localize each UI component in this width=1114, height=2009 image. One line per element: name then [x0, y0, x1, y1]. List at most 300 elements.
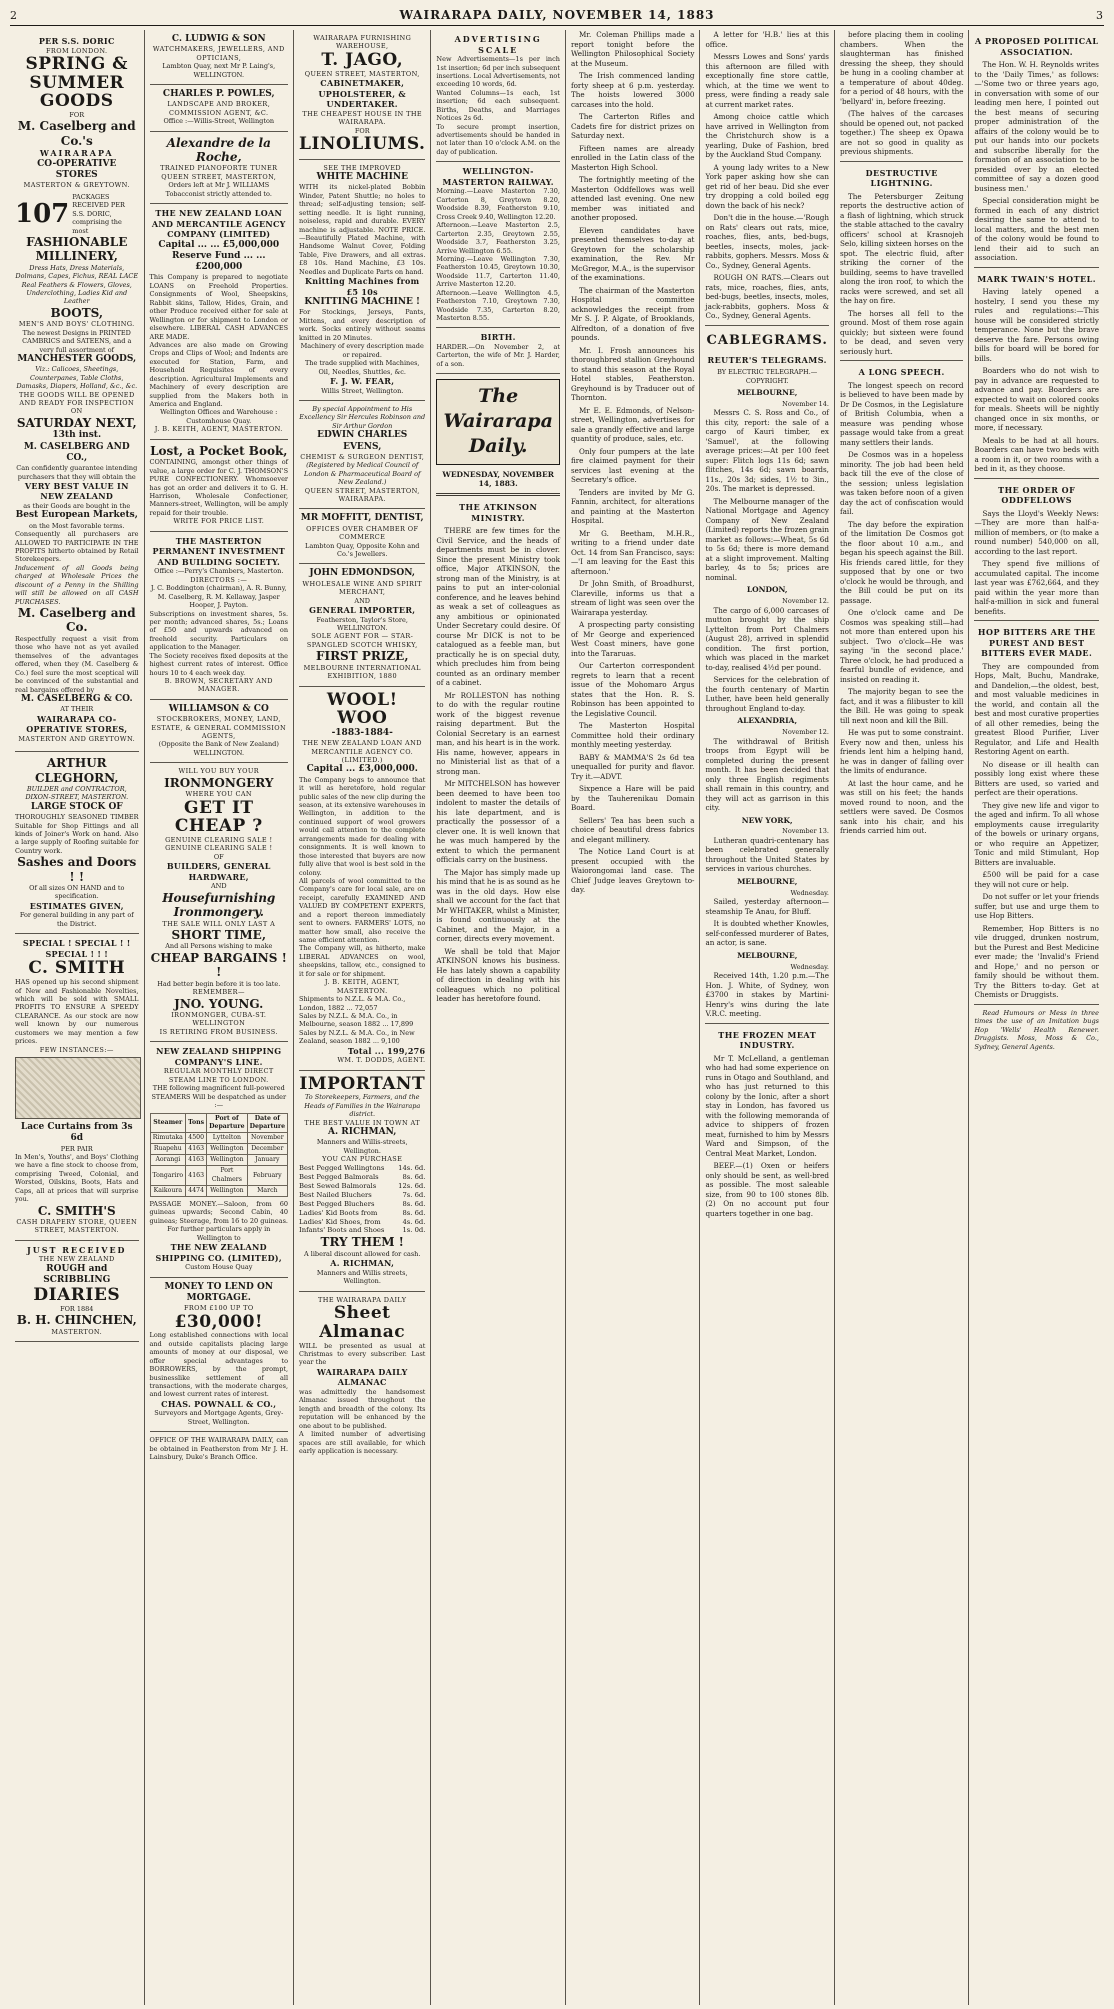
article-paragraph: £500 will be paid for a case they will not cure or help. — [974, 870, 1099, 889]
page-number-left: 2 — [10, 9, 18, 22]
knitting-text: For Stockings, Jerseys, Pants, Mittens, and every description of work. Socks entirely without seams knitted in 20 Minutes. — [299, 308, 426, 342]
table-cell: Wellington — [207, 1185, 247, 1196]
store-name: CO-OPERATIVE STORES — [37, 158, 117, 181]
column-1 — [10, 30, 145, 2005]
almanac-text: was admittedly the handsomest Almanac issued throughout the length and breadth of the colony. Its reputation will be enhanced by the one about to be published. — [299, 1387, 426, 1430]
building-society-text-2: The Society receives fixed deposits at the highest current rates of interest. Office hours 10 to 4 each week day. — [149, 651, 289, 677]
news-paragraph: Our Carterton correspondent regrets to learn that a recent issue of the Mohomaro Argus states that the Hon. R. S. Robinson has been appointed to the Legislative Council. — [570, 661, 695, 718]
columns — [10, 30, 1104, 2005]
young-advert — [150, 763, 289, 1042]
knitting-text-3: The trade supplied with Machines, Oil, Needles, Shuttles, &c. — [304, 359, 420, 376]
evens-advert — [299, 401, 425, 509]
lightning-heading: DESTRUCTIVE LIGHTNING. — [865, 167, 938, 189]
important-heading: IMPORTANT — [299, 1073, 426, 1094]
table-cell: 4500 — [186, 1132, 207, 1143]
knitting-text-2: Machinery of every description made or repaired. — [300, 342, 424, 359]
article-paragraph: (The halves of the carcases should be opened out, not packed together.) The sheep ex Opawa are not so good in quality as previous shipments. — [839, 109, 964, 156]
article-paragraph: He was put to some constraint. Every now and then, unless his friends lent him a helping hand, he was in danger of falling over the limits of endurance. — [839, 728, 964, 776]
nz-loan-advert — [150, 204, 289, 440]
lace-heading: Lace Curtains from 3s 6d — [20, 1122, 133, 1144]
item-name: Ladies' Kid Boots from — [299, 1208, 378, 1217]
sashes-heading: Sashes and Doors ! ! — [17, 855, 137, 884]
ludwig-address: Lambton Quay, next Mr P. Laing's, WELLINGTON. — [162, 62, 276, 79]
pownall-address: Surveyors and Mortgage Agents, Grey-Street, Wellington. — [154, 1409, 284, 1426]
railway-text-2: Afternoon.—Leave Masterton 2.5, Carterton 2.35, Greytown 2.55, Woodside 3.7, Featherston 3.25, Arrive Wellington 6.55. — [436, 221, 560, 255]
firm-name: M. Caselberg and Co.'s — [17, 119, 136, 148]
towns: MASTERTON & GREYTOWN. — [23, 181, 130, 190]
dateline-date: Wednesday. — [790, 888, 829, 897]
almanac-text-2: A limited number of advertising spaces are still available, for which early application is necessary. — [299, 1430, 426, 1455]
powles-address: Office :—Willis-Street, Wellington — [163, 117, 275, 126]
nzsc-address: Custom House Quay — [185, 1263, 253, 1272]
linoliums-heading: LINOLIUMS. — [299, 133, 426, 154]
money-text: Long established connections with local and outside capitalists placing large amounts of money at our disposal, we offer special advantages to BORROWERS, by the prompt, businesslike settlement of all transactions, with the moderate charges, and lowest current rates of interest. — [149, 1331, 289, 1399]
williamson-advert — [150, 700, 289, 763]
evens-name: EDWIN CHARLES EVENS, — [317, 430, 408, 452]
cleghorn-name: ARTHUR CLEGHORN, — [34, 756, 119, 785]
shipments-line-2: Sales by N.Z.L. & M.A. Co., in Melbourne, season 1882 ... 17,899 — [299, 1011, 414, 1029]
office-notice — [150, 1432, 289, 1466]
reserve-line: Reserve Fund ... ... £200,000 — [172, 250, 266, 273]
item-name: Ladies' Kid Shoes, from — [299, 1217, 381, 1226]
building-society-secretary: B. BROWN, SECRETARY AND MANAGER. — [164, 677, 273, 694]
evens-trade: CHEMIST & SURGEON DENTIST, — [300, 452, 425, 461]
building-society-advert — [150, 532, 289, 700]
young-trade: IRONMONGER, CUBA-ST. WELLINGTON — [171, 1010, 267, 1028]
news-paragraph: The chairman of the Masterton Hospital committee acknowledges the receipt from Mr S. J. P. Algate, of Brooklands, Alfredton, of a donation of five pounds. — [570, 285, 695, 342]
leader-paragraph: Mr MITCHELSON has however been deemed to have been too indolent to master the details of his late department, and is practically the possessor of a clever one. It is well known that he was much hampered by the extent to which the permanent officials carry on the business. — [436, 779, 560, 865]
news-paragraph: Don't die in the house.—'Rough on Rats' clears out rats, mice, roaches, flies, ants, bed-bugs, beetles, insects, moles, jack-rabbits, gophers. Messrs. Moss & Co., Sydney, General Agents. — [705, 213, 829, 270]
item-price: 14s. 6d. — [398, 1163, 426, 1172]
summer-heading: SUMMER — [29, 72, 125, 93]
roche-text: Orders left at Mr J. WILLIAMS Tobacconist strictly attended to. — [165, 181, 272, 198]
item-price: 12s. 6d. — [398, 1181, 426, 1190]
table-cell: Aorangi — [150, 1155, 186, 1166]
jago-name: T. JAGO, — [321, 49, 404, 70]
spring-heading: SPRING & — [25, 53, 128, 74]
white-machine-advert — [299, 160, 425, 401]
of-text: OF — [213, 852, 224, 861]
long-speech-heading: A LONG SPEECH. — [858, 367, 945, 378]
item-price: 1s. 0d. — [402, 1226, 426, 1235]
article-paragraph: At last the hour came, and he was still on his feet; the hands moved round to noon, and the settlers were saved. De Cosmos sank into his chair, and his friends carried him out. — [839, 778, 964, 836]
item-price: 8s. 6d. — [402, 1199, 426, 1208]
building-society-heading: THE MASTERTON PERMANENT INVESTMENT AND BUILDING SOCIETY. — [152, 535, 286, 567]
richman-name-2: A. RICHMAN, — [330, 1258, 395, 1269]
nz-merc-agent: J. B. KEITH, AGENT, MASTERTON. — [324, 978, 400, 995]
steamer-table — [150, 1113, 289, 1198]
wool-advert — [299, 687, 425, 1071]
divider — [840, 360, 964, 361]
stores-name-2: WAIRARAPA CO-OPERATIVE STORES, — [26, 713, 128, 735]
table-row — [150, 1185, 288, 1196]
lost-advert — [150, 440, 289, 532]
column-6 — [700, 30, 835, 2005]
cable-paragraph: Sailed, yesterday afternoon—steamship Te Anau, for Bluff. — [705, 897, 829, 916]
dateline-date: November 12. — [782, 597, 829, 606]
smith-name-2: C. SMITH'S — [37, 1203, 116, 1218]
caselberg-advert — [15, 30, 139, 752]
jago-advert — [299, 30, 425, 160]
knitting-price: Knitting Machines from £5 10s — [305, 276, 420, 297]
powles-trade: LANDSCAPE AND BROKER, COMMISSION AGENT, &C. — [167, 100, 271, 117]
table-row — [150, 1166, 288, 1185]
table-cell: Rimutaka — [150, 1132, 186, 1143]
roche-advert — [150, 132, 289, 205]
building-society-names: J. C. Boddington (chairman), A. R. Bunny, M. Caselberg, R. M. Kellaway, Jasper Hooper, J. Payton. — [150, 584, 287, 610]
table-cell: Lyttelton — [207, 1132, 247, 1143]
table-header: Port of Departure — [207, 1113, 247, 1132]
article-paragraph: Meals to be had at all hours. Boarders can have two beds with a room in it, or two rooms with a bed in it, as they choose. — [974, 435, 1099, 474]
from-text: FROM £100 UP TO — [183, 1304, 254, 1313]
table-cell: 4163 — [186, 1144, 207, 1155]
cable-paragraph: Lutheran quadri-centenary has been celebrated generally throughout the United States by services in various churches. — [705, 835, 829, 874]
article-paragraph: They spend five millions of accumulated capital. The income last year was £762,664, and they paid within the year more than half-a-million in sick and funeral benefits. — [974, 559, 1099, 616]
respect-text: Respectfully request a visit from those who have not as yet availed themselves of the advantages offered, when they (M. Caselberg & Co.) feel sure the most sceptical will be convinced of the substantial and real bargains offered by — [15, 634, 139, 694]
cheap-sub: Had better begin before it is too late. — [157, 979, 281, 988]
nz-merc-text: The Company begs to announce that it will as heretofore, hold regular public sales of the new clip during the season, at its extensive warehouses in Wellington, in addition to the continued support of wool growers would call attention to the complete arrangements made for dealing with consignments. It is well known to those interested that buyers are now fully alive that wool is best sold in the colony. — [299, 775, 426, 877]
prize-heading: FIRST PRIZE, — [315, 649, 409, 664]
paper-title: The Wairarapa Daily. — [436, 379, 560, 464]
estimates-heading: ESTIMATES GIVEN, — [29, 900, 124, 911]
birth-notice — [436, 328, 560, 374]
date-heading: 13th inst. — [52, 430, 102, 441]
cable-paragraph: It is doubted whether Knowles, self-confessed murderer of Bates, an actor, is sane. — [705, 919, 829, 948]
dress-list: Dress Hats, Dress Materials, Dolmans, Capes, Fichus, REAL LACE Real Feathers & Flowers, Gloves, Underclothing, Ladies Kid and Leather — [15, 263, 139, 306]
political-heading: A PROPOSED POLITICAL ASSOCIATION. — [975, 36, 1099, 57]
diaries-heading: DIARIES — [33, 1285, 121, 1306]
prints-text: The newest Designs in PRINTED CAMBRICS and SATEENS, and a very full assortment of — [22, 328, 132, 354]
news-paragraph: The fortnightly meeting of the Masterton Oddfellows was well attended last evening. One new member was initiated and another proposed. — [570, 175, 695, 222]
roche-name: Alexandre de la Roche, — [166, 135, 271, 164]
dateline-melbourne: MELBOURNE, — [737, 388, 798, 398]
divider — [974, 478, 1099, 479]
packages-count: 107 — [15, 198, 70, 229]
lost-heading: Lost, a Pocket Book, — [150, 443, 288, 458]
purchase-text: YOU CAN PURCHASE — [322, 1155, 403, 1164]
dateline-melbourne-2: MELBOURNE, — [737, 876, 798, 886]
almanac-sub: WILL be presented as usual at Christmas to every subscriber. Last year the — [299, 1341, 426, 1367]
young-name: JNO. YOUNG. — [174, 996, 264, 1011]
news-paragraph: The Carterton Rifles and Cadets fire for district prizes on Saturday next. — [570, 112, 695, 140]
masthead — [10, 8, 1104, 26]
news-paragraph: The Masterton Hospital Committee hold their ordinary monthly meeting yesterday. — [570, 721, 695, 749]
item-price: 8s. 6d. — [402, 1208, 426, 1217]
fear-address: Willis Street, Wellington. — [321, 386, 404, 395]
estimates-text: For general building in any part of the District. — [19, 911, 134, 928]
list-item — [299, 1218, 425, 1227]
nzsc-name: THE NEW ZEALAND SHIPPING CO. (LIMITED), — [155, 1242, 282, 1263]
building-society-text: Subscriptions on investment shares, 5s. per month; advanced shares, 5s.; Loans of £50 and upwards advanced on freehold security. Particulars on application to the Manager. — [149, 609, 289, 652]
frozen-meat-heading: THE FROZEN MEAT INDUSTRY. — [718, 1029, 817, 1051]
page-number-right: 3 — [1096, 9, 1104, 22]
article-paragraph: Read Humours or Mess in three times the use of an Imitation bugs Hop 'Wells' Health Renewer. Druggists. Moss, Moss & Co., Sydney, General Agents. — [974, 1008, 1099, 1051]
article-paragraph: Remember, Hop Bitters is no vile drugged, drunken nostrum, but the Purest and Best Medicine ever made; the 'Invalid's Friend and Hope,' and no person or family should be without them. Try the Bitters to-day. Get at Chemists or Druggists. — [974, 923, 1099, 1000]
dodds-signature: WM. T. DODDS, AGENT. — [337, 1056, 426, 1065]
for-text: FOR — [354, 126, 370, 135]
ship-sub: FROM LONDON. — [46, 46, 108, 55]
column-7 — [835, 30, 970, 2005]
hop-bitters-heading: HOP BITTERS ARE THE PUREST AND BEST BITTERS EVER MADE. — [977, 627, 1096, 659]
williamson-trade: STOCKBROKERS, MONEY, LAND, ESTATE, & GENERAL COMMISSION AGENTS, — [151, 715, 287, 741]
column-8 — [969, 30, 1104, 2005]
timber-text: THOROUGHLY SEASONED TIMBER Suitable for Shop Fittings and all kinds of Joiner's Work on hand. Also a large supply of Roofing suitable for Country work. — [15, 813, 139, 855]
table-cell: February — [247, 1166, 287, 1185]
goods-heading: GOODS — [39, 91, 114, 112]
column-3 — [294, 30, 431, 2005]
news-paragraph: BABY & MAMMA'S 2s 6d tea unequalled for purity and flavor. Try it.—ADVT. — [570, 752, 695, 781]
divider — [840, 161, 964, 162]
list-item — [299, 1164, 425, 1173]
edmondson-and: AND — [354, 596, 371, 605]
saturday-heading: SATURDAY NEXT, — [16, 415, 137, 430]
get-it-cheap-heading: GET IT CHEAP ? — [174, 797, 263, 837]
white-machine-text: WITH its nickel-plated Bobbin Winder, Patent Shuttle; no holes to thread; self-adjusting tension; self-setting needle. It is light running, noiseless, rapid and durable. EVERY machine is adjustable. NOTE PRICE.—Beautifully Plated Machine, with Handsome Walnut Cover, Folding Table, Five Drawers, and all extras. £8 10s. Hand Machine, £3 10s. Needles and Duplicate Parts on hand. — [299, 183, 426, 276]
moffitt-advert — [299, 509, 425, 564]
steamers-text: THE following magnificent full-powered STEAMERS Will be despatched as under :— — [151, 1084, 287, 1110]
powles-advert — [150, 85, 289, 132]
ship-heading: PER S.S. DORIC — [38, 36, 115, 46]
cable-paragraph: Services for the celebration of the fourth centenary of Martin Luther, have been held generally throughout England to-day. — [705, 675, 829, 713]
edmondson-trade: WHOLESALE WINE AND SPIRIT MERCHANT, — [302, 579, 423, 597]
news-paragraph: Dr John Smith, of Broadhurst, Clareville, informs us that a stream of light was seen over the Wairarapa yesterday. — [570, 579, 695, 617]
advertising-scale — [436, 30, 560, 162]
table-cell: Kaikoura — [150, 1185, 186, 1196]
news-paragraph: Sixpence a Hare will be paid by the Tauherenikau Domain Board. — [570, 784, 695, 812]
edmondson-address: Featherston, Taylor's Store, WELLINGTON. — [316, 615, 408, 632]
best-value-text: THE BEST VALUE IN TOWN AT — [304, 1118, 420, 1127]
where-text: WHERE YOU CAN — [185, 790, 253, 799]
capital-line-2: Capital ... £3,000,000. — [306, 764, 418, 775]
article-paragraph: The day before the expiration of the limitation De Cosmos got the floor about 10 a.m., and began his speech against the Bill. His friends cared little, for they supposed that by one or two o'clock he would be through, and the Bill could be put on its passage. — [839, 519, 964, 605]
lowest-text: on the Most favorable terms. — [28, 521, 125, 530]
table-cell: 4163 — [186, 1166, 207, 1185]
news-paragraph: A letter for 'H.B.' lies at this office. — [705, 30, 829, 49]
table-cell: December — [247, 1144, 287, 1155]
news-paragraph: Only four pumpers at the late fire claimed payment for their services last evening at the Secretary's office. — [570, 446, 695, 484]
cable-paragraph: The cargo of 6,000 carcases of mutton brought by the ship Lyttelton from Port Chalmers (August 28), arrived in splendid condition. The first portion, which was placed in the market to-day, realised 4½d per pound. — [705, 605, 829, 672]
packages-row — [15, 193, 139, 235]
chinchen-place: MASTERTON. — [51, 1327, 103, 1336]
nz-merc-text-2: All parcels of wool committed to the Company's care for local sale, are on receipt, carefully EXAMINED AND VALUED BY COMPETENT EXPERTS, and a report thereon immediately sent to owners. FARMERS' LOTS, no matter how small, also receive the same efficient attention. — [299, 876, 426, 945]
almanac-head: THE WAIRARAPA DAILY — [318, 1295, 407, 1304]
almanac-heading: Sheet Almanac — [319, 1303, 406, 1342]
divider — [705, 1023, 829, 1024]
moffitt-sub: OFFICES OVER CHAMBER OF COMMERCE — [306, 524, 419, 542]
for-1884: FOR 1884 — [60, 1305, 94, 1314]
dateline-date: November 13. — [782, 827, 829, 836]
show-text: THE GOODS WILL BE OPENED AND READY FOR INSPECTION ON — [18, 390, 135, 416]
edmondson-advert — [299, 564, 425, 686]
office-text: OFFICE OF THE WAIRARAPA DAILY, can be obtained in Featherston from Mr J. H. Lainsbury, Duke's Branch Office. — [149, 1436, 289, 1462]
article-paragraph: No disease or ill health can possibly long exist where these Bitters are used, so varied and perfect are their operations. — [974, 759, 1099, 798]
richman-advert — [299, 1071, 425, 1292]
article-paragraph: BEEF.—(1) Oxen or heifers only should be sent, as well-bred as possible. The most saleable size, from 90 to 100 stones 8lb. (2) On no account put four quarters together in one bag. — [705, 1161, 829, 1218]
capital-line: Capital ... ... £5,000,000 — [158, 239, 280, 250]
article-paragraph: They give new life and vigor to the aged and infirm. To all whose employments cause irregularity of the bowels or urinary organs, or who require an Appetizer, Tonic and mild Stimulant, Hop Bitters are invaluable. — [974, 800, 1099, 867]
table-row — [150, 1144, 288, 1155]
railway-text-3: Morning.—Leave Wellington 7.30, Featherston 10.45, Greytown 10.30, Woodside 11.7, Carterton 11.40, Arrive Masterton 12.20. — [436, 254, 560, 289]
list-item — [299, 1200, 425, 1209]
shipments-line: Shipments to N.Z.L. & M.A. Co., London, 1882 ... 72,057 — [299, 995, 406, 1012]
firm-name-4: M. CASELBERG & CO. — [20, 693, 133, 704]
news-paragraph: Mr. I. Frosh announces his thoroughbred stallion Greyhound to stand this season at the Royal Hotel stables, Featherston. Greyhound is by Traducer out of Thornton. — [570, 345, 695, 402]
twain-heading: MARK TWAIN'S HOTEL. — [977, 273, 1097, 284]
lost-text: CONTAINING, amongst other things of value, a large order for C. J. THOMSON'S PURE CONFECTIONERY. Whomsoever has got an order and delivers it to G. H. Harrison, Wholesale Confectioner, Manners-street, Wellington, will be amply repaid for their trouble. — [149, 458, 289, 517]
advertising-text-3: To secure prompt insertion, advertisements should be handed in not later than 10 o'clock A.M. on the day of publication. — [436, 122, 560, 156]
news-paragraph: A young lady writes to a New York paper asking how she can get rid of her beau. Did she ever try dropping a cold boiled egg down the back of his neck? — [705, 162, 829, 210]
news-paragraph: Mr G. Beetham, M.H.R., writing to a friend under date Oct. 14 from San Francisco, says:—'I am leaving for the East this afternoon.' — [570, 528, 695, 576]
article-paragraph: Do not suffer or let your friends suffer, but use and urge them to use Hop Bitters. — [974, 892, 1099, 921]
table-cell: November — [247, 1132, 287, 1143]
nz-merc-text-3: The Company will, as hitherto, make LIBERAL ADVANCES on wool, sheepskins, tallow, etc., consigned to it for sale or for shipment. — [299, 944, 426, 978]
williamson-address: (Opposite the Bank of New Zealand) WELLINGTON. — [158, 740, 279, 757]
article-paragraph: De Cosmos was in a hopeless minority. The job had been held back till the eve of the close of the session; unless legislation was taken before noon of a given day the act of confiscation would fail. — [839, 450, 964, 517]
table-cell: 4163 — [186, 1155, 207, 1166]
nz-loan-agent: J. B. KEITH, AGENT, MASTERTON. — [154, 425, 283, 434]
cleghorn-trade: BUILDER and CONTRACTOR, DIXON-STREET, MASTERTON. — [25, 784, 129, 802]
table-header: Date of Departure — [247, 1113, 287, 1132]
divider — [974, 1004, 1099, 1005]
table-header: Tons — [186, 1113, 207, 1132]
smith-sub: CASH DRAPERY STORE, QUEEN STREET, MASTERTON. — [16, 1218, 138, 1235]
article-paragraph: Mr T. McLelland, a gentleman who had had some experience on runs in Otago and Southland, and who has just returned to this colony by the Ionic, after a short stay in London, has favored us with the following memoranda of advice to shippers of frozen meat, furnished to him by Messrs Ward and Simpson, of the Central Meat Market, London. — [705, 1053, 829, 1158]
list-item — [299, 1173, 425, 1182]
chinchen-name: B. H. CHINCHEN, — [16, 1313, 137, 1328]
railway-heading: WELLINGTON-MASTERTON RAILWAY. — [442, 166, 554, 187]
total-line: Total ... 199,276 — [347, 1045, 426, 1056]
news-paragraph: Fifteen names are already enrolled in the Latin class of the Masterton High School. — [570, 143, 695, 172]
evens-address: QUEEN STREET, MASTERTON, WAIRARAPA. — [304, 486, 420, 503]
money-advert — [150, 1278, 289, 1433]
fear-name: F. J. W. FEAR, — [330, 375, 395, 386]
nz-merc-heading: THE NEW ZEALAND LOAN AND MERCANTILE AGENCY CO. (LIMITED.) — [302, 739, 422, 765]
bought-text: as their Goods are bought in the — [23, 502, 131, 511]
news-paragraph: Sellers' Tea has been such a choice of beautiful dress fabrics and elegant millinery. — [570, 815, 695, 844]
value-text: VERY BEST VALUE IN NEW ZEALAND — [24, 480, 129, 502]
towns-2: MASTERTON AND GREYTOWN. — [18, 734, 136, 743]
cablegrams-heading: CABLEGRAMS. — [706, 332, 828, 348]
railway-text: Morning.—Leave Masterton 7.30, Carterton 8, Greytown 8.20, Woodside 8.39, Featherston 9.10, Cross Creek 9.40, Wellington 12.20. — [436, 187, 560, 221]
ludwig-advert — [150, 30, 289, 85]
wool-heading: WOOL! WOO — [326, 689, 398, 729]
packages-text: PACKAGES RECEIVED PER S.S. DORIC, comprising the most — [72, 192, 125, 235]
article-paragraph: Says the Lloyd's Weekly News:—They are more than half-a-million of members, or (to make a round number) 540,000 on all, according to the last report. — [974, 508, 1099, 556]
table-cell: January — [247, 1155, 287, 1166]
smith-name: C. SMITH — [28, 958, 126, 979]
diaries-advert — [15, 1241, 139, 1342]
item-name: Infants' Boots and Shoes — [299, 1226, 385, 1235]
leader-heading: THE ATKINSON MINISTRY. — [459, 502, 538, 523]
for-text: FOR — [69, 111, 85, 120]
table-cell: Port Chalmers — [207, 1166, 247, 1185]
building-society-office: Office :—Perry's Chambers, Masterton. — [154, 567, 284, 576]
lace-sub: PER PAIR — [60, 1144, 93, 1153]
see-text: SEE THE IMPROVED — [323, 163, 402, 172]
sashes-text: Of all sizes ON HAND and to specification. — [29, 884, 125, 901]
news-paragraph: Tenders are invited by Mr G. Fannin, architect, for alterations and painting at the Masterton Hospital. — [570, 487, 695, 525]
smith-advert — [15, 934, 139, 1241]
news-paragraph: A prospecting party consisting of Mr George and experienced West Coast miners, have gone into the Tararuas. — [570, 620, 695, 658]
clothing-text: MEN'S AND BOYS' CLOTHING. — [18, 320, 135, 329]
ludwig-name: C. LUDWIG & SON — [171, 34, 266, 44]
article-paragraph: Special consideration might be formed in each of any district desiring the same to attend to local matters, and the best men of the colony would be found to lend their aid to such an association. — [974, 196, 1099, 263]
smith-close: In Men's, Youths', and Boys' Clothing we have a fine stock to choose from, comprising Tweed, Colonial, and Worsted, Oilskins, Boots, Hats and Caps, all at prices that will surprise you. — [15, 1152, 139, 1204]
discount-text: A liberal discount allowed for cash. — [304, 1249, 421, 1258]
article-paragraph: before placing them in cooling chambers. When the slaughterman has finished dressing the sheep, they should be hung in a cooling chamber at a temperature of about 40deg. for a period of 48 hours, with the 'bellyard' in, before freezing. — [839, 30, 964, 106]
remember-text: REMEMBER— — [192, 988, 245, 997]
table-row — [150, 1132, 288, 1143]
moffitt-name: MR MOFFITT, DENTIST, — [300, 513, 424, 524]
leader-date: WEDNESDAY, NOVEMBER 14, 1883. — [442, 469, 554, 489]
rough-heading: ROUGH and SCRIBBLING — [43, 1263, 111, 1286]
column-5 — [566, 30, 701, 2005]
wholesale-text: Inducement of all Goods being charged at Wholesale Prices the discount of a Penny in the Shilling will still be allowed on all CASH PURCHASES. — [15, 563, 139, 606]
item-price: 8s. 6d. — [402, 1172, 426, 1181]
item-price: 7s. 6d. — [402, 1190, 426, 1199]
nz-shipping-advert — [150, 1042, 289, 1278]
article-paragraph: The Petersburger Zeitung reports the destructive action of a flash of lightning, which struck the stable attached to the cavalry officers' school at Krasnojeh Selo, killing sixteen horses on the spot. The electric fluid, after striking the corner of the building, seems to have travelled along the iron roof, to which the racks were screwed, and set all the hay on fire. — [839, 191, 964, 306]
dateline-new-york: NEW YORK, — [741, 815, 793, 825]
leader-paragraph: We shall be told that Major ATKINSON knows his business. He has lately shown a capability of direction in dealing with his colleagues which no political leader has heretofore found. — [436, 946, 560, 1004]
firm-name-2: M. CASELBERG AND CO., — [23, 441, 130, 463]
lost-foot: WRITE FOR PRICE LIST. — [173, 517, 265, 526]
table-cell: March — [247, 1185, 287, 1196]
list-item — [299, 1226, 425, 1235]
whisky-text: SOLE AGENT FOR — STAR-SPANGLED SCOTCH WHISKY, — [306, 632, 418, 649]
railway-timetable — [436, 162, 560, 328]
fashionable-heading: FASHIONABLE — [26, 234, 128, 249]
table-header-row — [150, 1113, 288, 1132]
builders-text: BUILDERS, GENERAL HARDWARE, — [166, 861, 271, 882]
item-name: Best Nailed Bluchers — [299, 1190, 372, 1199]
just-received: JUST RECEIVED — [27, 1244, 127, 1255]
cable-paragraph: The withdrawal of British troops from Egypt will be completed during the present month. It has been decided that only three English regiments shall remain in this country, and they will act as garrison in this city. — [705, 736, 829, 813]
jago-address: QUEEN STREET, MASTERTON, — [304, 69, 420, 78]
genuine-text: GENUINE CLEARING SALE ! GENUINE CLEARING SALE ! — [165, 835, 273, 853]
millinery-heading: MILLINERY, — [35, 249, 118, 264]
birth-text: HARDER.—On November 2, at Carterton, the wife of Mr. J. Harder, of a son. — [436, 342, 560, 368]
dateline-alexandria: ALEXANDRIA, — [737, 716, 798, 726]
williamson-name: WILLIAMSON & CO — [168, 703, 269, 714]
richman-address-2: Manners and Willis streets, Wellington. — [316, 1268, 408, 1286]
manchester-heading: MANCHESTER GOODS, — [17, 354, 137, 365]
item-name: Best Pegged Wellingtons — [299, 1163, 385, 1172]
advertising-text-2: Wanted Columns—1s each, 1st insertion; 6d each subsequent. Births, Deaths, and Marriages Notices 2s 6d. — [436, 88, 560, 123]
and-text: AND — [210, 882, 227, 891]
shipments-line-3: Sales by N.Z.L. & M.A. Co., in New Zealand, season 1882 ... 9,100 — [299, 1028, 415, 1046]
price-list-block — [15, 1057, 141, 1119]
item-name: Best Pegged Balmorals — [299, 1172, 379, 1181]
richman-name: A. RICHMAN, — [328, 1127, 397, 1138]
appointment-text: By special Appointment to His Excellency Sir Hercules Robinson and Sir Arthur Gordon — [299, 404, 426, 430]
passage-text-2: For further particulars apply in Wellington to — [167, 1225, 271, 1242]
oddfellows-heading: THE ORDER OF ODDFELLOWS — [998, 484, 1076, 506]
prize-sub: MELBOURNE INTERNATIONAL EXHIBITION, 1880 — [303, 663, 421, 681]
nz-loan-foot: Wellington Offices and Warehouse : Customhouse Quay. — [160, 408, 278, 425]
special-heading: SPECIAL ! SPECIAL ! ! SPECIAL ! ! ! — [22, 938, 131, 959]
invite-text: Can confidently guarantee intending purchasers that they will obtain the — [16, 464, 138, 481]
birth-heading: BIRTH. — [480, 332, 516, 343]
leader-paragraph: Mr ROLLESTON has nothing to do with the regular routine work of the biggest revenue raising department. But the Colonial Secretary is an earnest man, and his heart is in the work. His name, however, appears in no Ministerial list as that of a strong man. — [436, 690, 560, 776]
large-stock-heading: LARGE STOCK OF — [30, 801, 123, 812]
housefurnishing-heading: Housefurnishing Ironmongery. — [162, 890, 276, 920]
place-name: WAIRARAPA — [39, 148, 114, 159]
cheapest-text: THE CHEAPEST HOUSE IN THE WAIRARAPA. — [302, 109, 423, 127]
try-them-heading: TRY THEM ! — [320, 1235, 404, 1250]
news-paragraph: Eleven candidates have presented themselves to-day at Greytown for the scholarship examination, the Rev. Mr McGregor, M.A., is the supervisor of the examinations. — [570, 225, 695, 282]
cable-paragraph: Messrs C. S. Ross and Co., of this city, report: the sale of a cargo of Kauri timber, ex 'Samuel', at the following average prices:—At per 100 feet super: Flitch logs 11s 6d; sawn flitches, 14s 6d; sawn boards, 11s., 20s 3d; sides, 1½ to 3in., 20s. The market is depressed. — [705, 408, 829, 494]
